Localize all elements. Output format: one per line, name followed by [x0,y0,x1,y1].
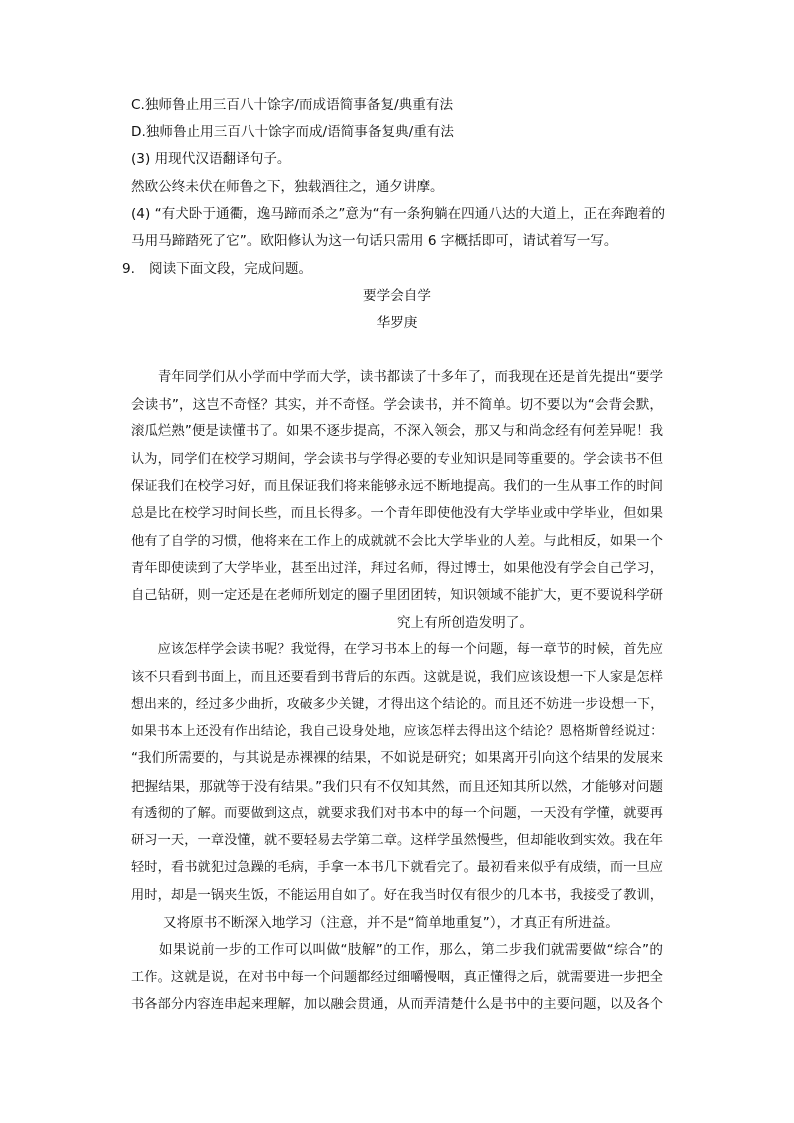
option-d: D.独师鲁止用三百八十馀字而成/语简事备复典/重有法 [131,124,455,140]
paragraph-3-line: 书各部分内容连串起来理解，加以融会贯通，从而弄清楚什么是书中的主要问题，以及各个 [131,997,663,1012]
paragraph-1-line: 他有了自学的习惯，他将来在工作上的成就就不会比大学毕业的人差。与此相反，如果一个 [131,534,663,549]
paragraph-1-line: 总是比在校学习时间长些，而且长得多。一个青年即使他没有大学毕业或中学毕业，但如果 [131,506,663,521]
paragraph-1-last-line: 究上有所创造发明了。 [397,615,533,631]
paragraph-3-line: 如果说前一步的工作可以叫做“肢解”的工作，那么，第二步我们就需要做“综合”的 [131,942,663,958]
sub-question-3-sentence: 然欧公终未伏在师鲁之下，独载酒往之，通夕讲摩。 [131,179,444,195]
paragraph-3-line: 工作。这就是说，在对书中每一个问题都经过细嚼慢咽，真正懂得之后，就需要进一步把全 [131,970,663,985]
paragraph-1-line: 自己钻研，则一定还是在老师所划定的圈子里团团转，知识领域不能扩大，更不要说科学研 [131,588,663,603]
sub-question-4-line-1: (4) “有犬卧于通衢，逸马蹄而杀之”意为“有一条狗躺在四通八达的大道上，正在奔跑着的 [131,206,666,222]
paragraph-2-line: 把握结果，那就等于没有结果。”我们只有不仅知其然，而且还知其所以然，才能够对问题 [131,779,663,795]
paragraph-1-line: 青年同学们从小学而中学而大学，读书都读了十多年了，而我现在还是首先提出“要学 [131,370,663,385]
paragraph-1-line: 认为，同学们在校学习期间，学会读书与学得必要的专业知识是同等重要的。学会读书不但 [131,452,663,467]
paragraph-2-last-line: 又将原书不断深入地学习（注意，并不是“简单地重复”），才真正有所进益。 [163,915,619,931]
paragraph-1-line: 会读书”，这岂不奇怪？其实，并不奇怪。学会读书，并不简单。切不要以为“会背会默， [131,397,663,413]
question-9-number: 9. [122,261,135,277]
question-9-prompt: 阅读下面文段，完成问题。 [149,261,313,277]
option-c: C.独师鲁止用三百八十馀字/而成语简事备复/典重有法 [131,97,454,113]
paragraph-2-line: 有透彻的了解。而要做到这点，就要求我们对书本中的每一个问题，一天没有学懂，就要再 [131,806,663,821]
paragraph-2-line: 研习一天，一章没懂，就不要轻易去学第二章。这样学虽然慢些，但却能收到实效。我在年 [131,833,663,848]
paragraph-1-line: 滚瓜烂熟”便是读懂书了。如果不逐步提高，不深入领会，那又与和尚念经有何差异呢！我 [131,424,663,439]
sub-question-3-prompt: (3) 用现代汉语翻译句子。 [131,151,291,167]
paragraph-2-line: 想出来的，经过多少曲折，攻破多少关键，才得出这个结论的。而且还不妨进一步设想一下， [131,697,663,712]
paragraph-2-line: 用时，却是一锅夹生饭，不能运用自如了。好在我当时仅有很少的几本书，我接受了教训， [131,888,663,903]
paragraph-2-line: “我们所需要的，与其说是赤裸裸的结果，不如说是研究；如果离开引向这个结果的发展来 [131,751,663,766]
paragraph-2-line: 该不只看到书面上，而且还要看到书背后的东西。这就是说，我们应该设想一下人家是怎样 [131,670,663,685]
paragraph-1-line: 青年即使读到了大学毕业，甚至出过洋，拜过名师，得过博士，如果他没有学会自己学习， [131,561,663,576]
article-title: 要学会自学 [363,288,431,304]
sub-question-4-line-2: 马用马蹄踏死了它”。欧阳修认为这一句话只需用 6 字概括即可，请试着写一写。 [131,233,618,249]
paragraph-2-line: 轻时，看书就犯过急躁的毛病，手拿一本书几下就看完了。最初看来似乎有成绩，而一旦应 [131,860,663,875]
paragraph-2-line: 如果书本上还没有作出结论，我自己设身处地，应该怎样去得出这个结论？恩格斯曾经说过： [131,724,663,739]
article-author: 华罗庚 [376,315,418,331]
paragraph-2-line: 应该怎样学会读书呢？我觉得，在学习书本上的每一个问题，每一章节的时候，首先应 [131,642,663,657]
paragraph-1-line: 保证我们在校学习好，而且保证我们将来能够永远不断地提高。我们的一生从事工作的时间 [131,479,663,494]
